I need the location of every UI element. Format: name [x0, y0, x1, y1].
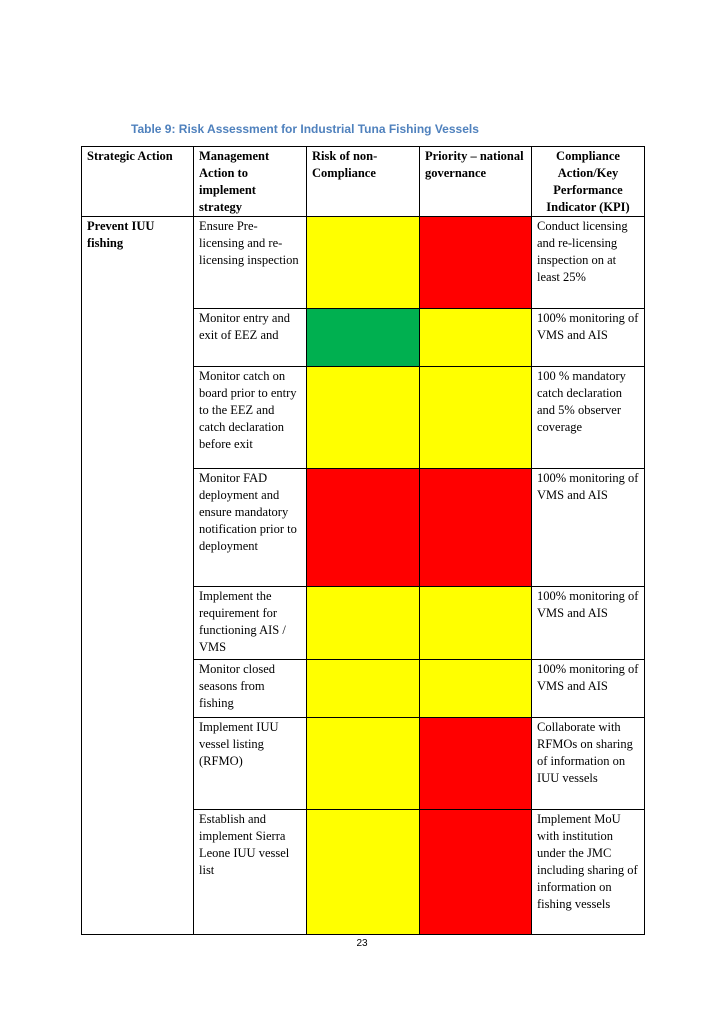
- management-action-cell: Monitor entry and exit of EEZ and: [194, 309, 307, 367]
- header-priority: Priority – national governance: [420, 147, 532, 217]
- kpi-cell: Conduct licensing and re-licensing inspection on at least 25%: [532, 217, 645, 309]
- table-row: [82, 217, 645, 309]
- table-caption: Table 9: Risk Assessment for Industrial Tuna Fishing Vessels: [131, 122, 479, 136]
- kpi-cell: Collaborate with RFMOs on sharing of information on IUU vessels: [532, 718, 645, 810]
- strategic-action-cell: Prevent IUU fishing: [82, 217, 194, 935]
- header-strategic-action: Strategic Action: [82, 147, 194, 217]
- priority-cell: [420, 718, 532, 810]
- header-risk: Risk of non-Compliance: [307, 147, 420, 217]
- management-action-cell: Monitor catch on board prior to entry to the EEZ and catch declaration before exit: [194, 367, 307, 469]
- risk-cell: [307, 810, 420, 935]
- management-action-cell: Monitor FAD deployment and ensure mandatory notification prior to deployment: [194, 469, 307, 587]
- risk-cell: [307, 718, 420, 810]
- kpi-cell: 100% monitoring of VMS and AIS: [532, 469, 645, 587]
- priority-cell: [420, 309, 532, 367]
- header-kpi: Compliance Action/Key Performance Indicator (KPI): [532, 147, 645, 217]
- kpi-cell: 100% monitoring of VMS and AIS: [532, 309, 645, 367]
- management-action-cell: Monitor closed seasons from fishing: [194, 660, 307, 718]
- priority-cell: [420, 810, 532, 935]
- priority-cell: [420, 469, 532, 587]
- header-management-action: Management Action to implement strategy: [194, 147, 307, 217]
- risk-cell: [307, 469, 420, 587]
- kpi-cell: Implement MoU with institution under the JMC including sharing of information on fishing vessels: [532, 810, 645, 935]
- risk-cell: [307, 660, 420, 718]
- risk-cell: [307, 217, 420, 309]
- management-action-cell: Implement IUU vessel listing (RFMO): [194, 718, 307, 810]
- priority-cell: [420, 367, 532, 469]
- kpi-cell: 100 % mandatory catch declaration and 5% observer coverage: [532, 367, 645, 469]
- risk-cell: [307, 367, 420, 469]
- page-number: 23: [356, 938, 368, 949]
- table-header-row: [82, 147, 645, 217]
- risk-assessment-table: [81, 146, 645, 935]
- kpi-cell: 100% monitoring of VMS and AIS: [532, 587, 645, 660]
- kpi-cell: 100% monitoring of VMS and AIS: [532, 660, 645, 718]
- risk-cell: [307, 587, 420, 660]
- management-action-cell: Implement the requirement for functioning AIS / VMS: [194, 587, 307, 660]
- priority-cell: [420, 660, 532, 718]
- priority-cell: [420, 217, 532, 309]
- management-action-cell: Ensure Pre-licensing and re-licensing inspection: [194, 217, 307, 309]
- priority-cell: [420, 587, 532, 660]
- risk-cell: [307, 309, 420, 367]
- management-action-cell: Establish and implement Sierra Leone IUU vessel list: [194, 810, 307, 935]
